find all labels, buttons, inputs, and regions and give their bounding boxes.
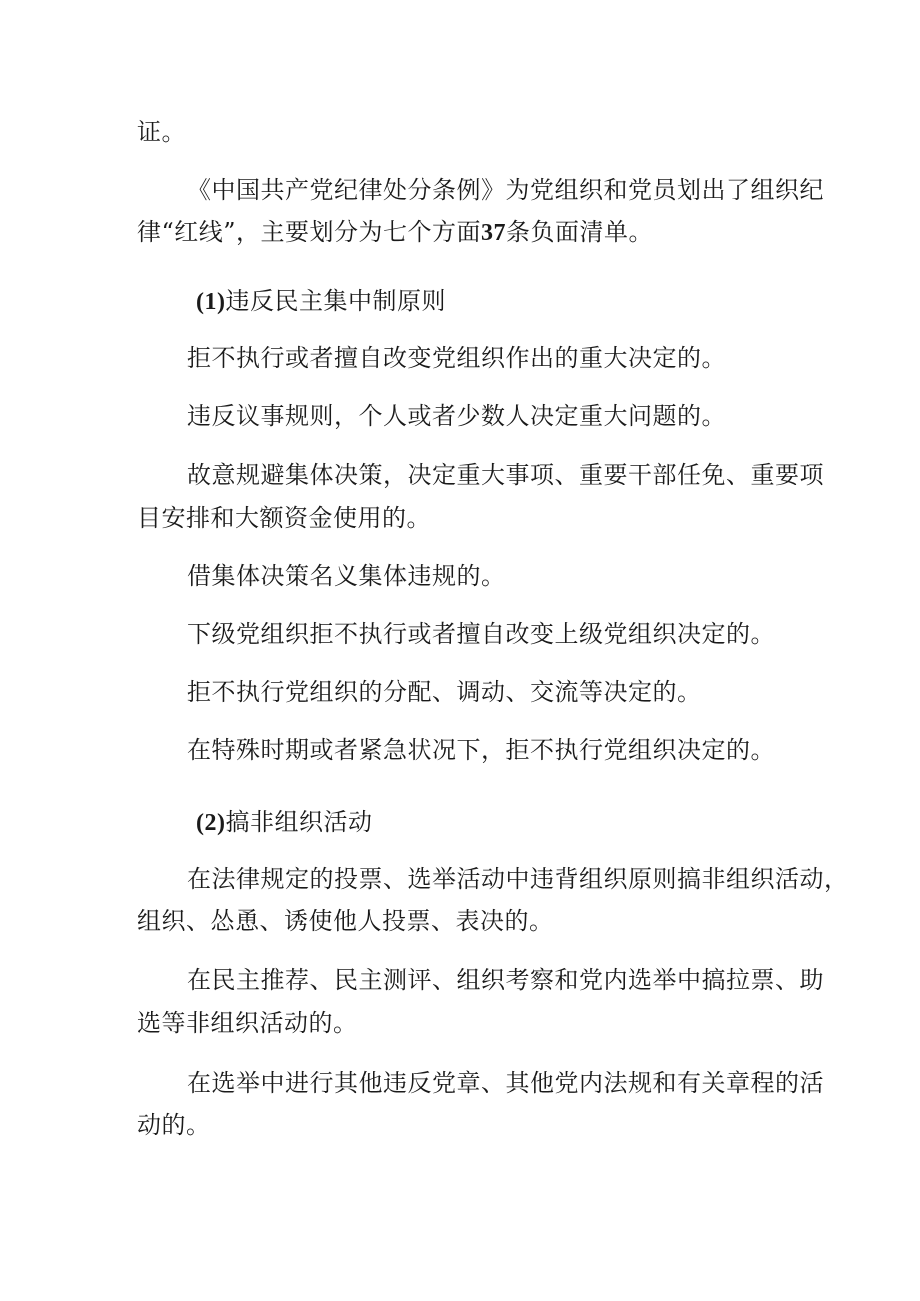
line-text: 故意规避集体决策，决定重大事项、重要干部任免、重要项	[187, 461, 824, 489]
paragraph-line	[137, 115, 186, 149]
paragraph-line	[187, 341, 726, 375]
section-number: (2)	[196, 810, 226, 836]
line-text: 证。	[137, 118, 186, 146]
paragraph-line	[137, 215, 653, 250]
paragraph-line	[137, 1006, 358, 1040]
paragraph-line	[187, 733, 775, 767]
line-text: 条负面清单。	[506, 218, 654, 246]
line-text: 动的。	[137, 1111, 211, 1139]
line-text: 违反议事规则，个人或者少数人决定重大问题的。	[187, 402, 726, 430]
line-text: 在民主推荐、民主测评、组织考察和党内选举中搞拉票、助	[187, 966, 824, 994]
paragraph-line	[187, 173, 824, 207]
line-text: 选等非组织活动的。	[137, 1009, 358, 1037]
section-title: 违反民主集中制原则	[225, 287, 446, 315]
paragraph-line	[187, 458, 824, 492]
section-heading-1	[196, 284, 446, 319]
section-number: (1)	[196, 289, 226, 315]
section-heading-2	[196, 805, 372, 840]
paragraph-line	[187, 675, 702, 709]
line-text: 拒不执行或者擅自改变党组织作出的重大决定的。	[187, 344, 726, 372]
paragraph-line	[187, 862, 849, 896]
line-text: 在法律规定的投票、选举活动中违背组织原则搞非组织活动，	[187, 865, 849, 893]
paragraph-line	[187, 617, 775, 651]
paragraph-line	[187, 1066, 824, 1100]
paragraph-line	[187, 399, 726, 433]
line-text: 在选举中进行其他违反党章、其他党内法规和有关章程的活	[187, 1069, 824, 1097]
line-text: 《中国共产党纪律处分条例》为党组织和党员划出了组织纪	[187, 176, 824, 204]
line-text: 在特殊时期或者紧急状况下，拒不执行党组织决定的。	[187, 736, 775, 764]
line-text: 组织、怂恿、诱使他人投票、表决的。	[137, 907, 554, 935]
paragraph-line	[187, 559, 506, 593]
line-text: 借集体决策名义集体违规的。	[187, 562, 506, 590]
line-text: 律“红线”，主要划分为七个方面	[137, 218, 482, 246]
section-title: 搞非组织活动	[225, 808, 373, 836]
line-text: 目安排和大额资金使用的。	[137, 504, 431, 532]
paragraph-line	[137, 1108, 211, 1142]
count-number: 37	[481, 220, 507, 246]
paragraph-line	[137, 904, 554, 938]
line-text: 拒不执行党组织的分配、调动、交流等决定的。	[187, 678, 702, 706]
line-text: 下级党组织拒不执行或者擅自改变上级党组织决定的。	[187, 620, 775, 648]
paragraph-line	[137, 501, 431, 535]
paragraph-line	[187, 963, 824, 997]
